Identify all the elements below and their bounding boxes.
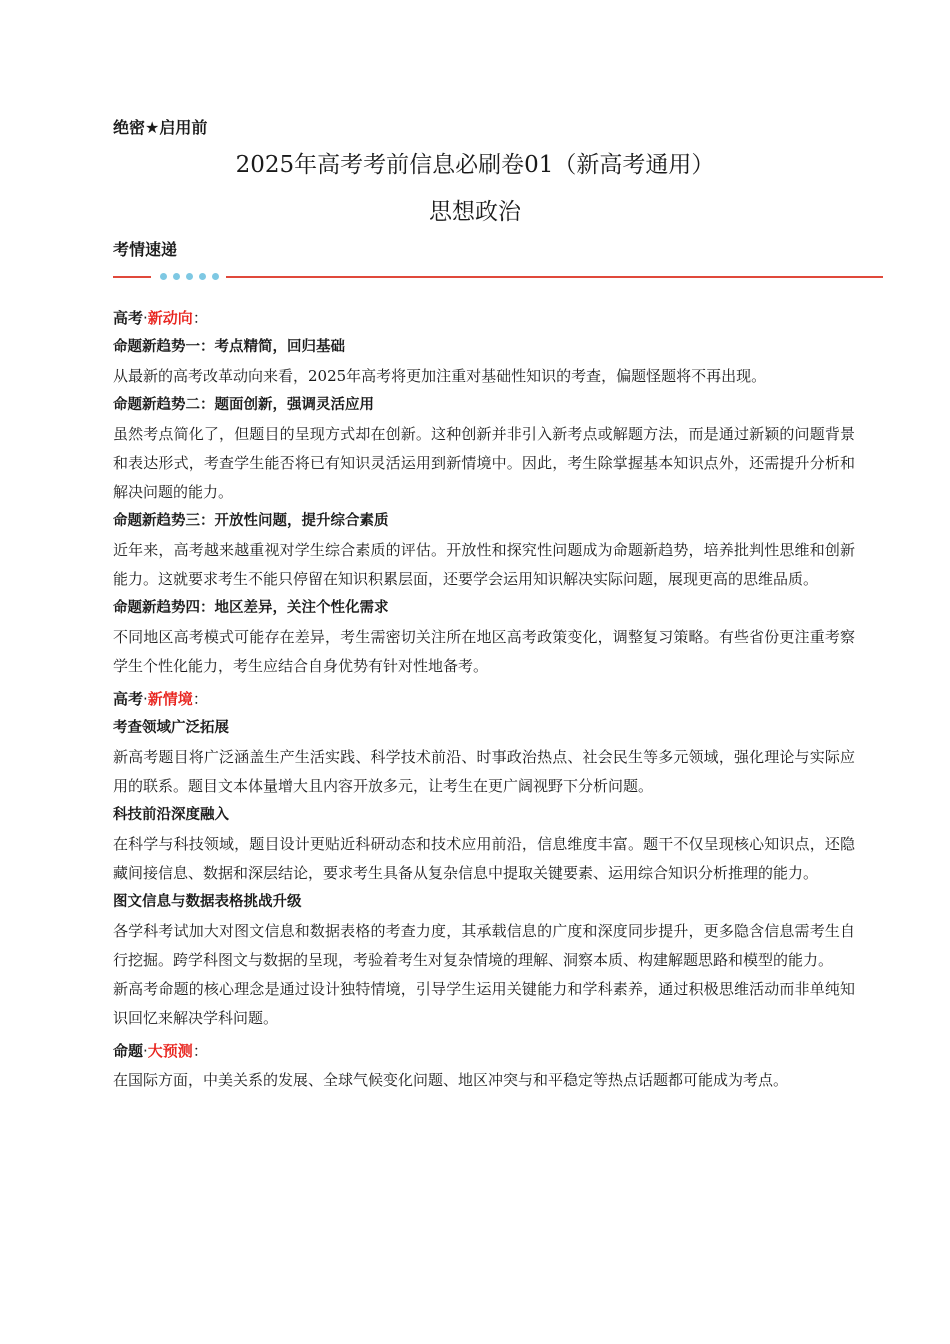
trend-heading-4: 命题新趋势四：地区差异，关注个性化需求 <box>113 600 389 616</box>
context-heading-3: 图文信息与数据表格挑战升级 <box>113 894 302 910</box>
confidential-mark: 绝密★启用前 <box>113 118 208 137</box>
divider-line-left <box>113 276 151 278</box>
section-divider <box>113 270 883 284</box>
trend-text-3: 近年来，高考越来越重视对学生综合素质的评估。开放性和探究性问题成为命题新趋势，培养批判性思维和创新能力。这就要求考生不能只停留在知识积累层面，还要学会运用知识解决实际问题，展现更高的思维品质。 <box>113 541 855 588</box>
divider-dot <box>160 273 167 280</box>
divider-dot <box>199 273 206 280</box>
trend-heading-1: 命题新趋势一：考点精简，回归基础 <box>113 339 345 355</box>
category-prediction: 命题·大预测： <box>113 1042 208 1060</box>
trend-heading-3: 命题新趋势三：开放性问题，提升综合素质 <box>113 513 389 529</box>
context-heading-1: 考查领域广泛拓展 <box>113 720 229 736</box>
trend-text-1: 从最新的高考改革动向来看，2025年高考将更加注重对基础性知识的考查，偏题怪题将不再出现。 <box>113 367 767 385</box>
context-text-1: 新高考题目将广泛涵盖生产生活实践、科学技术前沿、时事政治热点、社会民生等多元领域，强化理论与实际应用的联系。题目文本体量增大且内容开放多元，让考生在更广阔视野下分析问题。 <box>113 748 855 795</box>
context-heading-2: 科技前沿深度融入 <box>113 807 229 823</box>
prediction-text: 在国际方面，中美关系的发展、全球气候变化问题、地区冲突与和平稳定等热点话题都可能成为考点。 <box>113 1071 789 1089</box>
trend-text-2: 虽然考点简化了，但题目的呈现方式却在创新。这种创新并非引入新考点或解题方法，而是通过新颖的问题背景和表达形式，考查学生能否将已有知识灵活运用到新情境中。因此，考生除掌握基本知识点外，还需提升分析和解决问题的能力。 <box>113 425 855 501</box>
context-text-2: 在科学与科技领域，题目设计更贴近科研动态和技术应用前沿，信息维度丰富。题干不仅呈现核心知识点，还隐藏间接信息、数据和深层结论，要求考生具备从复杂信息中提取关键要素、运用综合知识分析推理的能力。 <box>113 835 855 882</box>
context-closing: 新高考命题的核心理念是通过设计独特情境，引导学生运用关键能力和学科素养，通过积极思维活动而非单纯知识回忆来解决学科问题。 <box>113 980 855 1027</box>
category-new-trends: 高考·新动向： <box>113 309 208 327</box>
category-new-context: 高考·新情境： <box>113 690 208 708</box>
trend-text-4: 不同地区高考模式可能存在差异，考生需密切关注所在地区高考政策变化，调整复习策略。有些省份更注重考察学生个性化能力，考生应结合自身优势有针对性地备考。 <box>113 628 855 675</box>
document-body <box>113 300 855 1095</box>
trend-heading-2: 命题新趋势二：题面创新，强调灵活应用 <box>113 397 374 413</box>
document-title: 2025年高考考前信息必刷卷01（新高考通用） <box>235 152 715 178</box>
subject-title: 思想政治 <box>429 199 521 225</box>
divider-dot <box>186 273 193 280</box>
context-text-3: 各学科考试加大对图文信息和数据表格的考查力度，其承载信息的广度和深度同步提升，更多隐含信息需考生自行挖掘。跨学科图文与数据的呈现，考验着考生对复杂情境的理解、洞察本质、构建解题思路和模型的能力。 <box>113 922 855 969</box>
section-heading: 考情速递 <box>113 240 178 259</box>
divider-dot <box>173 273 180 280</box>
divider-dot <box>212 273 219 280</box>
divider-line-right <box>226 276 883 278</box>
